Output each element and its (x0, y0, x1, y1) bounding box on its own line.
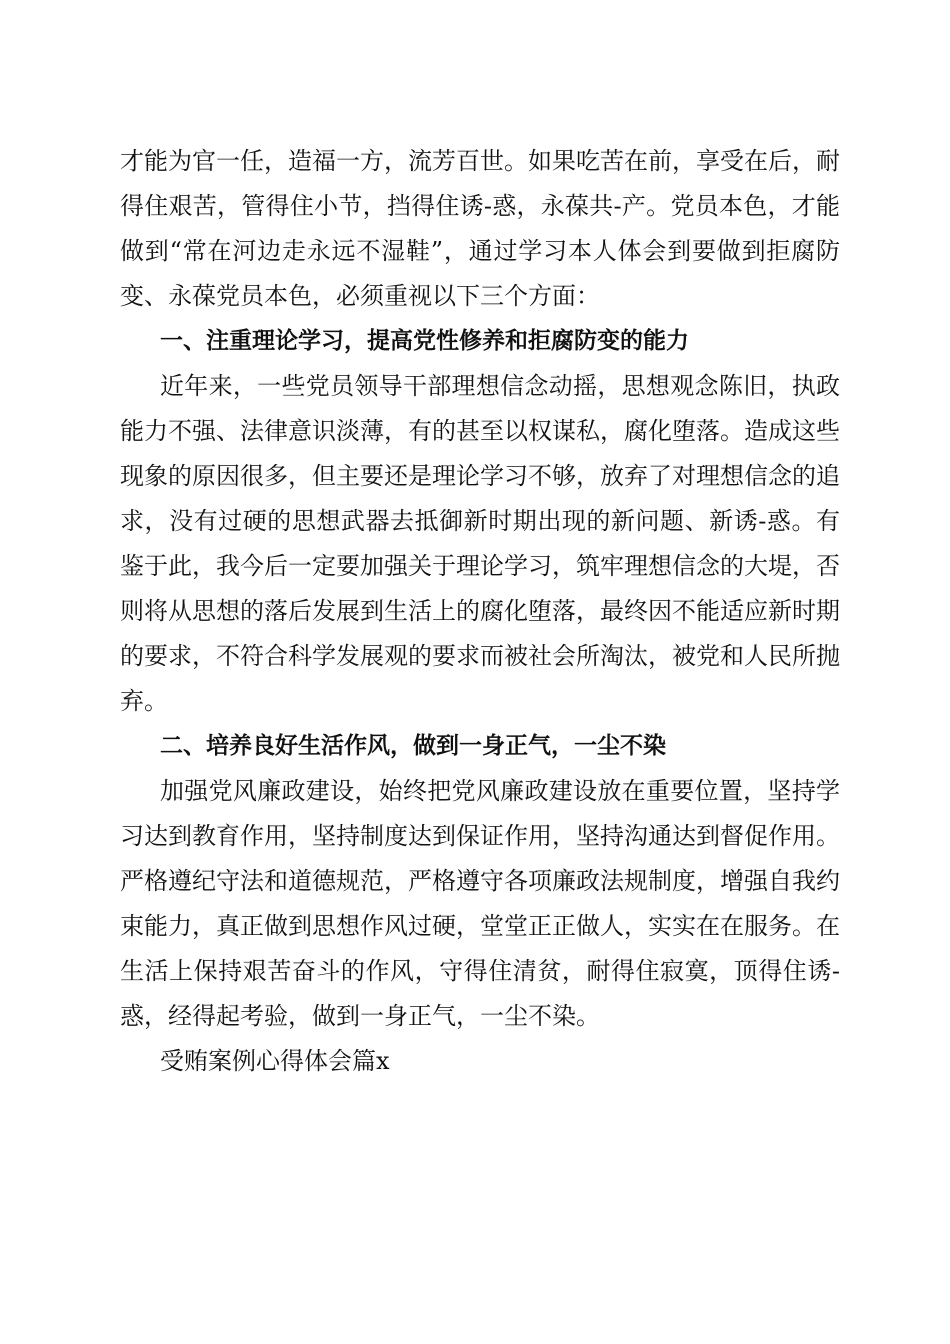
section-heading-1: 一、注重理论学习，提高党性修养和拒腐防变的能力 (160, 328, 689, 354)
closing-line: 受贿案例心得体会篇x (160, 1047, 390, 1075)
section-body-1: 近年来，一些党员领导干部理想信念动摇，思想观念陈旧，执政能力不强、法律意识淡薄，有的甚至以权谋私，腐化堕落。造成这些现象的原因很多，但主要还是理论学习不够，放弃了对理想信念的追求，没有过硬的思想武器去抵御新时期出现的新问题、新诱-惑。有鉴于此，我今后一定要加强关于理论学习，筑牢理想信念的大堤，否则将从思想的落后发展到生活上的腐化堕落，最终因不能适应新时期的要求，不符合科学发展观的要求而被社会所淘汰，被党和人民所抛弃。 (120, 372, 840, 715)
section-body-2: 加强党风廉政建设，始终把党风廉政建设放在重要位置，坚持学习达到教育作用，坚持制度达到保证作用，坚持沟通达到督促作用。严格遵纪守法和道德规范，严格遵守各项廉政法规制度，增强自我约束能力，真正做到思想作风过硬，堂堂正正做人，实实在在服务。在生活上保持艰苦奋斗的作风，守得住清贫，耐得住寂寞，顶得住诱-惑，经得起考验，做到一身正气，一尘不染。 (120, 777, 840, 1030)
section-heading-2: 二、培养良好生活作风，做到一身正气，一尘不染 (160, 733, 666, 759)
intro-paragraph: 才能为官一任，造福一方，流芳百世。如果吃苦在前，享受在后，耐得住艰苦，管得住小节，挡得住诱-惑，永葆共-产。党员本色，才能做到“常在河边走永远不湿鞋”，通过学习本人体会到要做到拒腐防变、永葆党员本色，必须重视以下三个方面： (120, 147, 840, 310)
document-page (120, 139, 840, 1084)
